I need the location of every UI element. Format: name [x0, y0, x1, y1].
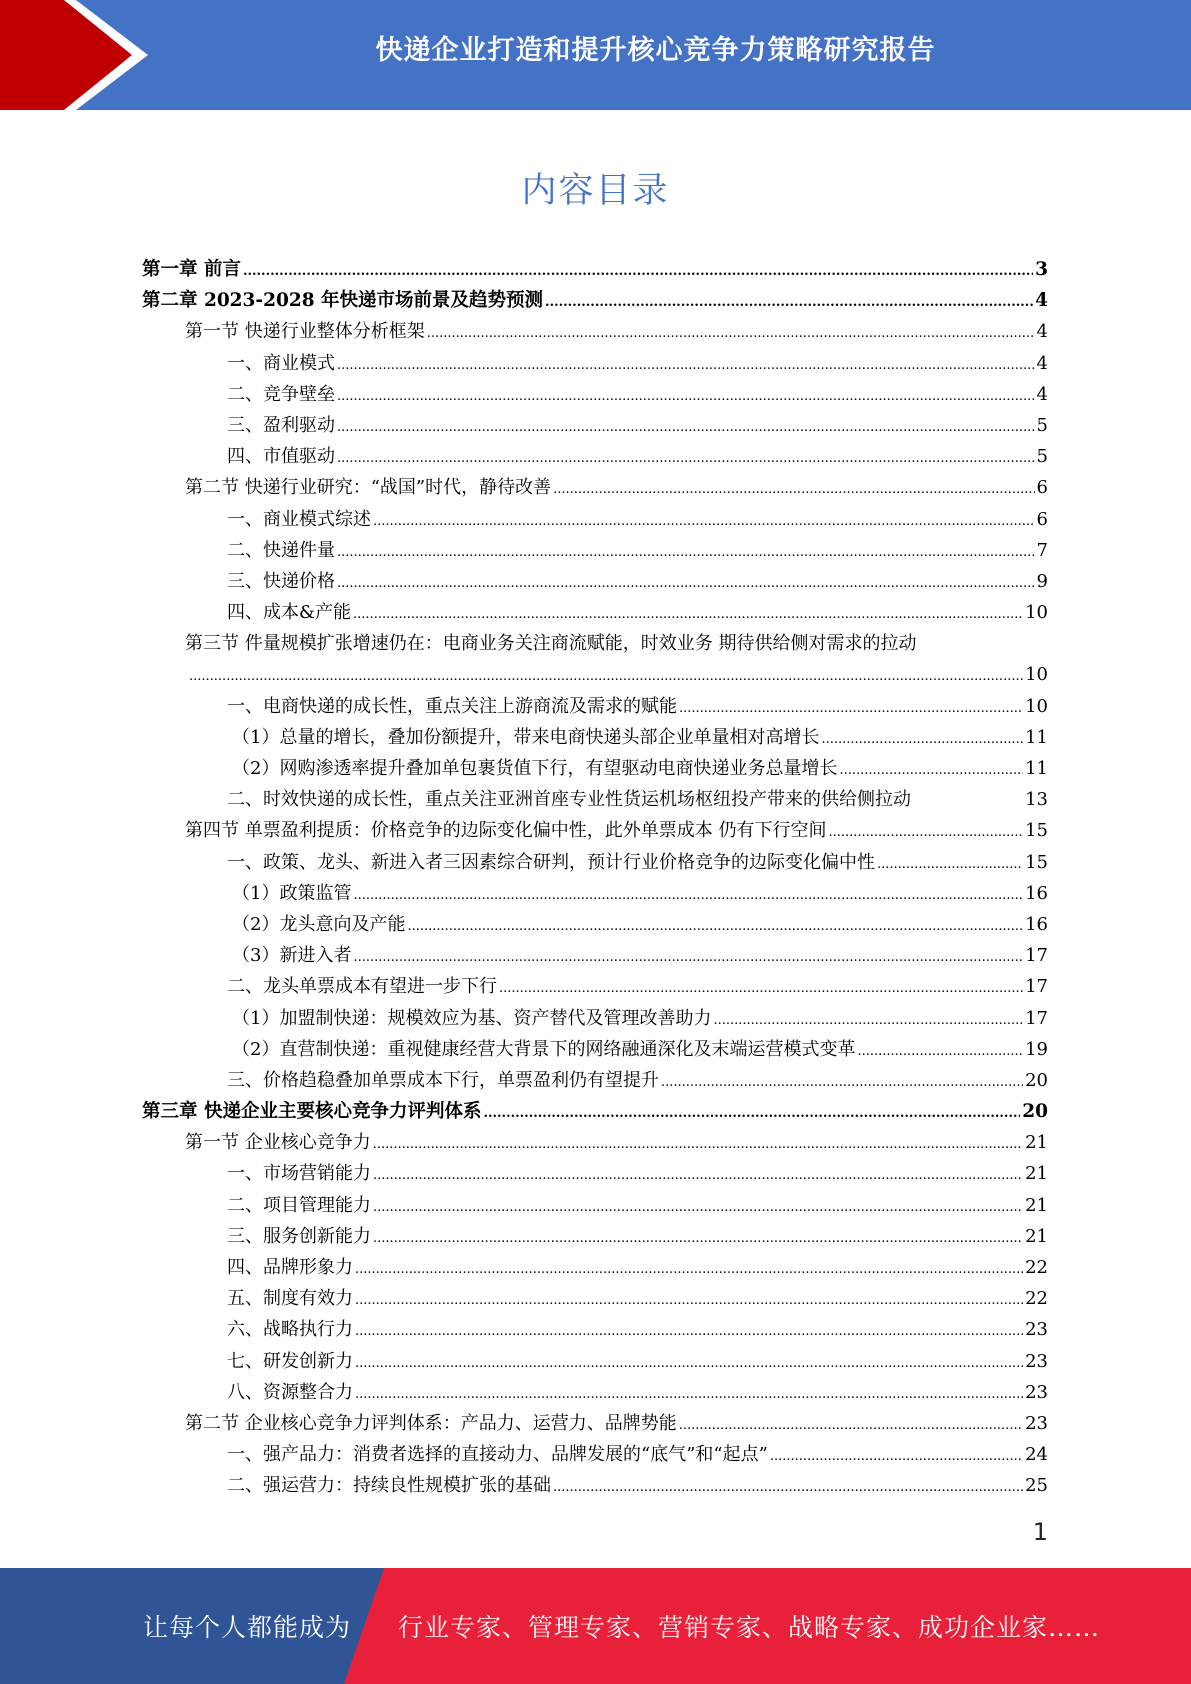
toc-dot-leader	[337, 381, 1035, 412]
toc-page-number: 23	[1025, 1412, 1048, 1434]
toc-entry[interactable]	[142, 1158, 1048, 1189]
toc-entry-title: 三、服务创新能力	[227, 1225, 371, 1247]
toc-entry[interactable]	[142, 1377, 1048, 1408]
toc-entry[interactable]	[142, 722, 1048, 753]
toc-dot-leader	[373, 1192, 1023, 1223]
toc-page-number: 15	[1025, 851, 1048, 873]
toc-page-number: 13	[1025, 789, 1048, 811]
toc-entry[interactable]	[142, 784, 1048, 815]
toc-entry[interactable]	[142, 535, 1048, 566]
toc-page-number: 4	[1035, 290, 1048, 312]
toc-page-number: 24	[1025, 1444, 1048, 1466]
toc-entry-title: 二、快递件量	[227, 539, 335, 561]
toc-entry[interactable]	[142, 410, 1048, 441]
toc-entry-title: 第二章 2023-2028 年快递市场前景及趋势预测	[142, 290, 544, 312]
toc-entry-title: 四、品牌形象力	[227, 1257, 353, 1278]
toc-entry[interactable]	[142, 878, 1048, 909]
toc-page-number: 20	[1022, 1101, 1048, 1123]
toc-page-number: 21	[1025, 1225, 1048, 1247]
toc-dot-leader	[355, 1348, 1023, 1379]
toc-dot-leader	[857, 1036, 1023, 1067]
toc-entry-title: 第一节 快递行业整体分析框架	[185, 321, 425, 343]
toc-entry[interactable]	[142, 691, 1048, 722]
toc-entry[interactable]	[142, 753, 1048, 784]
toc-entry[interactable]	[142, 441, 1048, 472]
toc-entry[interactable]	[142, 1408, 1048, 1439]
toc-entry-title: 二、项目管理能力	[227, 1194, 371, 1216]
toc-dot-leader	[373, 506, 1035, 537]
toc-dot-leader	[189, 661, 1023, 692]
toc-dot-leader	[353, 942, 1023, 973]
toc-page-number: 4	[1036, 321, 1048, 343]
toc-entry[interactable]	[142, 348, 1048, 379]
toc-dot-leader	[407, 911, 1023, 942]
toc-dot-leader	[713, 1005, 1023, 1036]
toc-page-number: 10	[1025, 664, 1048, 686]
toc-entry-title: （3）新进入者	[232, 945, 352, 967]
toc-entry[interactable]	[142, 1127, 1048, 1158]
toc-entry[interactable]	[142, 1190, 1048, 1221]
toc-dot-leader	[353, 880, 1023, 911]
report-header	[0, 0, 1191, 110]
toc-dot-leader	[545, 287, 1033, 318]
toc-dot-leader	[373, 1129, 1023, 1160]
toc-entry-title: 第三节 件量规模扩张增速仍在：电商业务关注商流赋能，时效业务 期待供给侧对需求的拉动	[185, 633, 917, 655]
toc-entry[interactable]	[142, 971, 1048, 1002]
toc-entry-title: 七、研发创新力	[227, 1350, 353, 1372]
toc-dot-leader	[353, 599, 1023, 630]
toc-dot-leader	[355, 1316, 1023, 1347]
toc-page-number: 10	[1025, 602, 1048, 624]
toc-page-number: 25	[1025, 1475, 1048, 1497]
toc-page-number: 4	[1036, 352, 1048, 374]
toc-page-number: 17	[1025, 1007, 1048, 1029]
toc-entry-title: 八、资源整合力	[227, 1381, 353, 1403]
toc-entry-title: （2）网购渗透率提升叠加单包裹货值下行，有望驱动电商快递业务总量增长	[232, 758, 838, 779]
toc-dot-leader	[337, 443, 1035, 474]
toc-dot-leader	[821, 724, 1023, 755]
toc-entry-title: （1）总量的增长，叠加份额提升，带来电商快递头部企业单量相对高增长	[232, 726, 820, 748]
toc-dot-leader	[679, 693, 1023, 724]
toc-entry[interactable]	[142, 254, 1048, 285]
toc-page-number: 22	[1025, 1257, 1048, 1278]
toc-entry[interactable]	[142, 1034, 1048, 1065]
toc-entry[interactable]	[142, 472, 1048, 503]
toc-entry-title: 四、成本&产能	[227, 602, 352, 624]
toc-page-number: 10	[1025, 695, 1048, 717]
toc-dot-leader	[373, 1223, 1023, 1254]
toc-entry[interactable]	[142, 659, 1048, 690]
report-title: 快递企业打造和提升核心竞争力策略研究报告	[375, 35, 936, 66]
toc-entry-title: 三、快递价格	[227, 570, 335, 592]
toc-dot-leader	[337, 350, 1035, 381]
toc-entry-title: 一、市场营销能力	[227, 1163, 371, 1185]
toc-entry[interactable]	[142, 285, 1048, 316]
page-number: 1	[1032, 1518, 1048, 1546]
toc-page-number: 22	[1025, 1288, 1048, 1310]
toc-dot-leader	[877, 849, 1023, 880]
toc-entry-title: （1）政策监管	[232, 882, 352, 904]
toc-entry-title: （2）龙头意向及产能	[232, 913, 406, 935]
table-of-contents	[142, 254, 1048, 1502]
toc-page-number: 21	[1025, 1194, 1048, 1216]
toc-dot-leader	[770, 1441, 1023, 1472]
toc-dot-leader	[679, 1410, 1023, 1441]
toc-entry-title: 第一章 前言	[142, 259, 241, 280]
toc-entry[interactable]	[142, 1096, 1048, 1127]
toc-entry[interactable]	[142, 1314, 1048, 1345]
toc-dot-leader	[337, 412, 1035, 443]
report-footer	[0, 1568, 1191, 1684]
toc-dot-leader	[355, 1379, 1023, 1410]
toc-page-number: 19	[1025, 1038, 1048, 1060]
toc-page-number: 7	[1036, 539, 1048, 561]
toc-dot-leader	[661, 1067, 1023, 1098]
toc-entry[interactable]	[142, 1003, 1048, 1034]
footer-slogan-right: 行业专家、管理专家、营销专家、战略专家、成功企业家……	[398, 1613, 1101, 1642]
toc-dot-leader	[839, 755, 1023, 786]
toc-dot-leader	[243, 256, 1033, 287]
footer-slogan-left: 让每个人都能成为	[143, 1613, 352, 1642]
toc-entry-title: 二、时效快递的成长性，重点关注亚洲首座专业性货运机场枢纽投产带来的供给侧拉动	[227, 789, 911, 811]
toc-entry-title: 第二节 企业核心竞争力评判体系：产品力、运营力、品牌势能	[185, 1412, 677, 1434]
toc-entry-title: 六、战略执行力	[227, 1319, 353, 1341]
toc-entry[interactable]	[142, 1346, 1048, 1377]
toc-page-number: 5	[1036, 446, 1048, 468]
toc-dot-leader	[553, 474, 1034, 505]
toc-entry-title: 第二节 快递行业研究：“战国”时代，静待改善	[185, 477, 552, 499]
toc-entry[interactable]	[142, 1065, 1048, 1096]
toc-page-number: 21	[1025, 1132, 1048, 1154]
toc-entry-title: 第一节 企业核心竞争力	[185, 1132, 371, 1154]
toc-page-number: 3	[1035, 259, 1048, 280]
toc-entry[interactable]	[142, 628, 1048, 659]
toc-dot-leader	[373, 1160, 1023, 1191]
toc-dot-leader	[337, 537, 1035, 568]
toc-entry-title: 第三章 快递企业主要核心竞争力评判体系	[142, 1101, 482, 1123]
toc-heading: 内容目录	[521, 171, 670, 211]
toc-entry-title: 一、商业模式综述	[227, 508, 371, 530]
toc-page-number: 11	[1025, 726, 1048, 748]
toc-dot-leader	[337, 568, 1035, 599]
toc-entry-title: 五、制度有效力	[227, 1288, 353, 1310]
toc-page-number: 5	[1036, 414, 1048, 436]
toc-entry[interactable]	[142, 316, 1048, 347]
toc-entry[interactable]	[142, 1221, 1048, 1252]
toc-dot-leader	[427, 318, 1035, 349]
toc-entry-title: 一、强产品力：消费者选择的直接动力、品牌发展的“底气”和“起点”	[227, 1444, 768, 1466]
toc-page-number: 15	[1025, 820, 1048, 842]
toc-page-number: 9	[1036, 570, 1048, 592]
toc-entry-title: 三、价格趋稳叠加单票成本下行，单票盈利仍有望提升	[227, 1069, 659, 1091]
toc-entry[interactable]	[142, 1439, 1048, 1470]
toc-entry-title: 二、竞争壁垒	[227, 383, 335, 405]
toc-page-number: 4	[1036, 383, 1048, 405]
toc-page-number: 23	[1025, 1319, 1048, 1341]
toc-entry-title: （1）加盟制快递：规模效应为基、资产替代及管理改善助力	[232, 1007, 712, 1029]
toc-entry-title: 四、市值驱动	[227, 446, 335, 468]
toc-dot-leader	[483, 1098, 1020, 1129]
toc-entry[interactable]	[142, 847, 1048, 878]
toc-page-number: 16	[1025, 882, 1048, 904]
toc-entry[interactable]	[142, 940, 1048, 971]
toc-dot-leader	[553, 1472, 1023, 1503]
toc-page-number: 11	[1025, 758, 1048, 779]
toc-dot-leader	[355, 1254, 1023, 1285]
toc-entry[interactable]	[142, 1252, 1048, 1283]
toc-page-number: 20	[1025, 1069, 1048, 1091]
toc-entry[interactable]	[142, 1283, 1048, 1314]
toc-entry[interactable]	[142, 909, 1048, 940]
toc-entry-title: 一、商业模式	[227, 352, 335, 374]
toc-entry-title: 二、强运营力：持续良性规模扩张的基础	[227, 1475, 551, 1497]
toc-entry-title: 二、龙头单票成本有望进一步下行	[227, 976, 497, 998]
toc-page-number: 23	[1025, 1350, 1048, 1372]
toc-page-number: 16	[1025, 913, 1048, 935]
toc-page-number: 17	[1025, 976, 1048, 998]
toc-entry-title: 一、电商快递的成长性，重点关注上游商流及需求的赋能	[227, 695, 677, 717]
toc-entry[interactable]	[142, 379, 1048, 410]
toc-entry-title: 三、盈利驱动	[227, 414, 335, 436]
toc-page-number: 23	[1025, 1381, 1048, 1403]
toc-page-number: 6	[1036, 508, 1048, 530]
toc-entry[interactable]	[142, 597, 1048, 628]
toc-page-number: 6	[1036, 477, 1048, 499]
toc-entry[interactable]	[142, 815, 1048, 846]
toc-entry[interactable]	[142, 504, 1048, 535]
toc-page-number: 17	[1025, 945, 1048, 967]
toc-entry-title: （2）直营制快递：重视健康经营大背景下的网络融通深化及末端运营模式变革	[232, 1038, 856, 1060]
toc-entry-title: 一、政策、龙头、新进入者三因素综合研判，预计行业价格竞争的边际变化偏中性	[227, 851, 875, 873]
toc-dot-leader	[828, 817, 1023, 848]
toc-dot-leader	[355, 1285, 1023, 1316]
toc-entry[interactable]	[142, 1470, 1048, 1501]
toc-dot-leader	[499, 973, 1023, 1004]
toc-entry[interactable]	[142, 566, 1048, 597]
toc-entry-title: 第四节 单票盈利提质：价格竞争的边际变化偏中性，此外单票成本 仍有下行空间	[185, 820, 827, 842]
toc-page-number: 21	[1025, 1163, 1048, 1185]
